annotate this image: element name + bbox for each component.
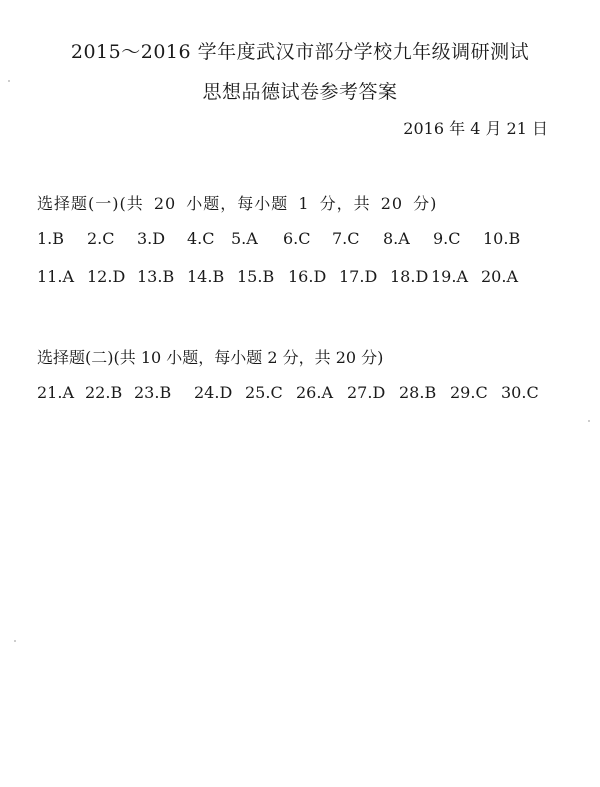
answer-row [37,383,567,405]
answer-item: 21.A [37,383,74,402]
answer-item: 17.D [339,267,378,286]
answer-item: 29.C [450,383,488,402]
scan-speck [8,80,10,82]
answer-item: 27.D [347,383,386,402]
document-date: 2016 年 4 月 21 日 [403,119,548,138]
answer-item: 18.D [390,267,429,286]
section-heading-choice-2: 选择题(二)(共 10 小题，每小题 2 分，共 20 分) [37,348,384,367]
document-subtitle: 思想品德试卷参考答案 [202,81,398,103]
answer-item: 6.C [283,229,311,248]
answer-item: 3.D [137,229,166,248]
document-title: 2015～2016 学年度武汉市部分学校九年级调研测试 [70,41,530,63]
answer-item: 15.B [237,267,275,286]
answer-item: 10.B [483,229,521,248]
answer-item: 20.A [481,267,518,286]
answer-item: 7.C [332,229,360,248]
scan-speck [14,640,16,642]
answer-item: 28.B [399,383,437,402]
answer-item: 8.A [383,229,410,248]
answer-item: 25.C [245,383,283,402]
answer-item: 26.A [296,383,333,402]
answer-item: 1.B [37,229,65,248]
answer-row [37,267,567,289]
answer-item: 16.D [288,267,327,286]
answer-item: 22.B [85,383,123,402]
answer-item: 23.B [134,383,172,402]
answer-item: 24.D [194,383,233,402]
answer-item: 2.C [87,229,115,248]
section-heading-choice-1: 选择题(一)(共 20 小题，每小题 1 分，共 20 分) [37,194,438,213]
answer-row [37,229,567,251]
answer-item: 5.A [231,229,258,248]
answer-item: 9.C [433,229,461,248]
answer-item: 11.A [37,267,74,286]
answer-item: 19.A [431,267,468,286]
answer-item: 14.B [187,267,225,286]
answer-item: 4.C [187,229,215,248]
answer-item: 13.B [137,267,175,286]
scan-speck [588,420,590,422]
answer-item: 12.D [87,267,126,286]
answer-item: 30.C [501,383,539,402]
